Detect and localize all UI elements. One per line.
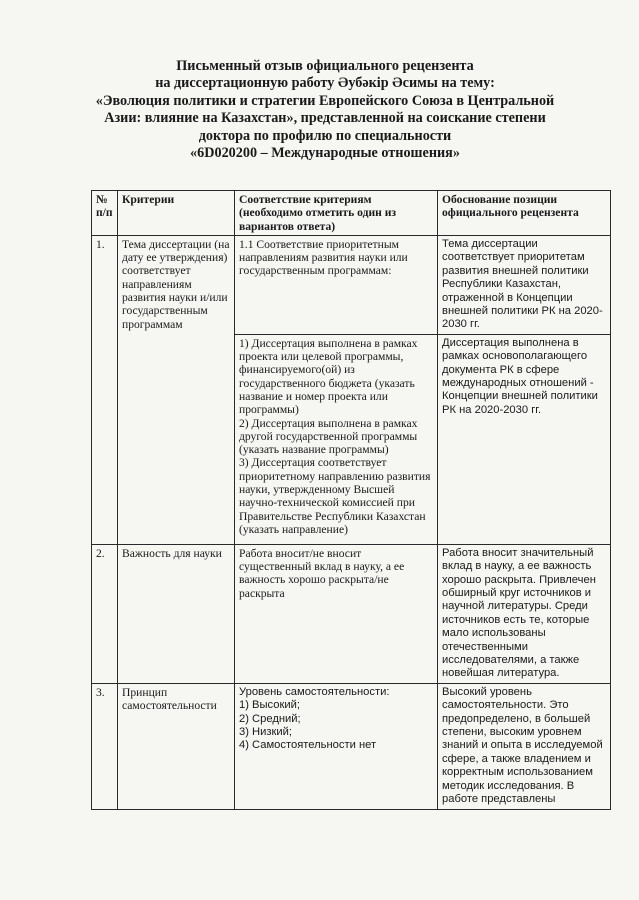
- row-2-num: 2.: [92, 544, 118, 683]
- header-justification: Обоснование позиции официального рецензента: [438, 191, 611, 236]
- row-1-justification-1: Тема диссертации соответствует приоритетам развития внешней политики Республики Казахстан, отраженной в Концепции внешней политики РК на 2020-2030 гг.: [438, 235, 611, 334]
- row-1-option-3: 3) Диссертация соответствует приоритетному направлению развития науки, утвержденному Высшей научно-технической комиссией при Правительстве Республики Казахстан (указать направление): [239, 456, 431, 536]
- row-1-option-1: 1) Диссертация выполнена в рамках проекта или целевой программы, финансируемого(ой) из государственного бюджета (указать название и номер проекта или программы): [239, 336, 418, 417]
- row-3-num: 3.: [92, 683, 118, 809]
- row-2-criterion: Важность для науки: [118, 544, 235, 683]
- row-1-justification-2: Диссертация выполнена в рамках основополагающего документа РК в сфере международных отношений - Концепции внешней политики РК на 2020-2030 гг.: [438, 334, 611, 544]
- row-1-option-1-1: 1.1 Соответствие приоритетным направлениям развития науки или государственным программам:: [235, 235, 438, 334]
- row-3-option-3: 3) Низкий;: [239, 726, 293, 739]
- review-table: [91, 190, 611, 810]
- heading-line-6: «6D020200 – Международные отношения»: [190, 145, 460, 162]
- heading-line-2: на диссертационную работу Әубәкір Әсимы на тему:: [155, 75, 495, 92]
- heading-line-5: доктора по профилю по специальности: [198, 127, 452, 144]
- row-3-option-1: 1) Высокий;: [239, 699, 301, 712]
- row-3-option-2: 2) Средний;: [239, 712, 301, 725]
- table-row: [92, 235, 611, 334]
- header-criteria: Критерии: [118, 191, 235, 236]
- header-num: № п/п: [92, 191, 118, 236]
- header-compliance: Соответствие критериям (необходимо отметить один из вариантов ответа): [235, 191, 438, 236]
- row-3-justification: Высокий уровень самостоятельности. Это предопределено, в большей степени, высоким уровнем знаний и опыта в исследуемой сфере, а также владением и корректным использованием методик исследования. В работе представлены: [438, 683, 611, 809]
- table-row: [92, 544, 611, 683]
- row-1-option-2: 2) Диссертация выполнена в рамках другой государственной программы (указать название программы): [239, 416, 418, 457]
- row-1-options-cell: [235, 334, 438, 544]
- row-1-num: 1.: [92, 235, 118, 544]
- row-3-option-4: 4) Самостоятельности нет: [239, 739, 377, 752]
- row-3-options-cell: [235, 683, 438, 809]
- row-1-criterion: Тема диссертации (на дату ее утверждения) соответствует направлениям развития науки и/или государственным программам: [118, 235, 235, 544]
- table-row: [92, 683, 611, 809]
- document-heading: [90, 58, 560, 162]
- heading-line-3: «Эволюция политики и стратегии Европейского Союза в Центральной: [95, 92, 555, 109]
- row-2-justification: Работа вносит значительный вклад в науку, а ее важность хорошо раскрыта. Привлечен обширный круг источников и научной литературы. Среди источников есть те, которые мало использованы отечественными исследователями, а также новейшая литература.: [438, 544, 611, 683]
- heading-line-4: Азии: влияние на Казахстан», представленной на соискание степени: [104, 110, 546, 127]
- heading-line-1: Письменный отзыв официального рецензента: [176, 58, 474, 74]
- row-3-options-title: Уровень самостоятельности:: [239, 685, 390, 698]
- table-header-row: [92, 191, 611, 236]
- row-2-option: Работа вносит/не вносит существенный вклад в науку, а ее важность хорошо раскрыта/не раскрыта: [235, 544, 438, 683]
- row-3-criterion: Принцип самостоятельности: [118, 683, 235, 809]
